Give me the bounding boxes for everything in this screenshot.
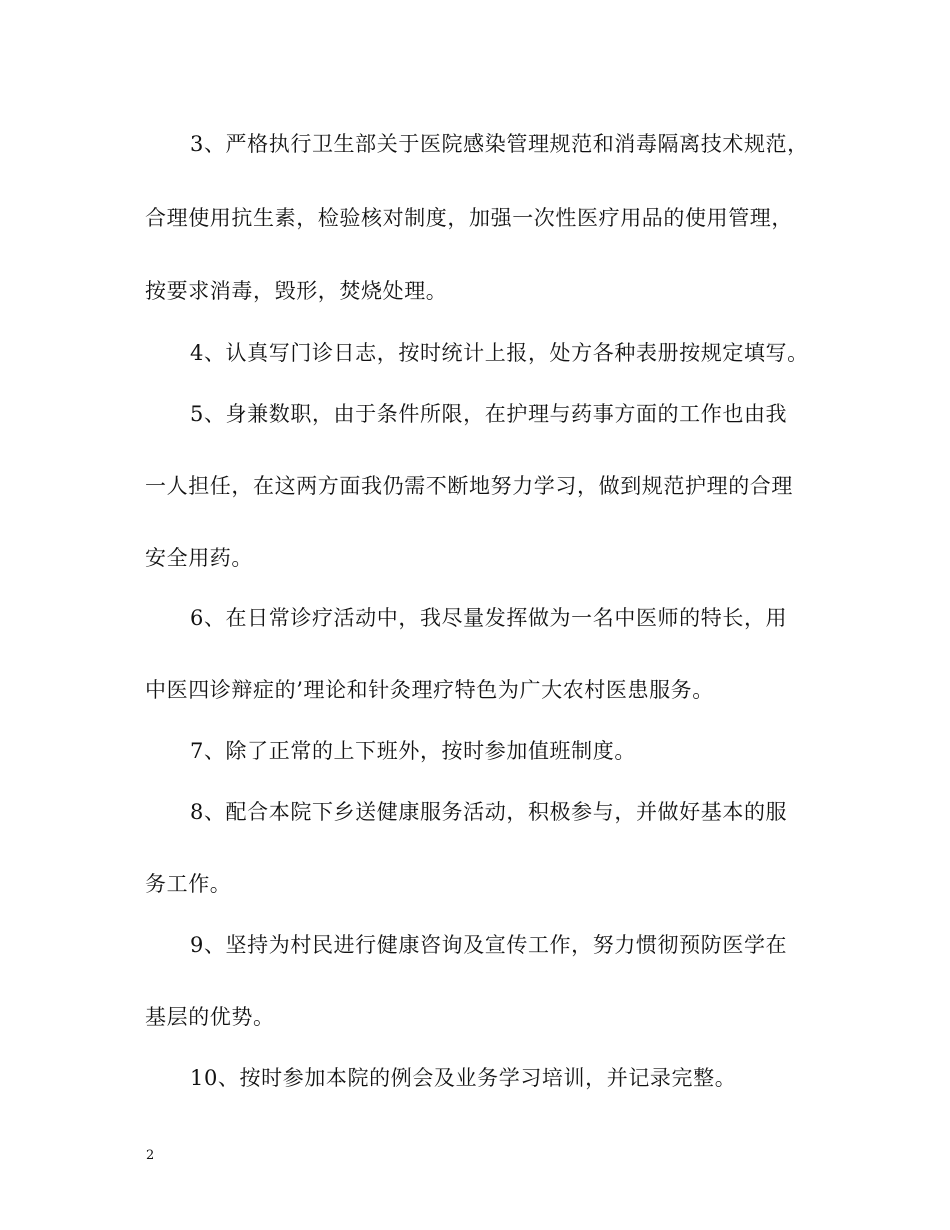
paragraph-8-line-1: 8、配合本院下乡送健康服务活动，积极参与，并做好基本的服: [190, 800, 788, 824]
paragraph-6-line-1: 6、在日常诊疗活动中，我尽量发挥做为一名中医师的特长，用: [190, 606, 788, 630]
paragraph-7-line-1: 7、除了正常的上下班外，按时参加值班制度。: [190, 739, 636, 763]
paragraph-5-line-1: 5、身兼数职，由于条件所限，在护理与药事方面的工作也由我: [190, 402, 788, 426]
paragraph-3-line-3: 按要求消毒，毁形，焚烧处理。: [145, 279, 448, 303]
paragraph-3-line-1: 3、严格执行卫生部关于医院感染管理规范和消毒隔离技术规范，: [190, 132, 809, 156]
paragraph-4-line-1: 4、认真写门诊日志，按时统计上报，处方各种表册按规定填写。: [190, 341, 809, 365]
paragraph-5-line-3: 安全用药。: [145, 546, 253, 570]
paragraph-3-line-2: 合理使用抗生素，检验核对制度，加强一次性医疗用品的使用管理，: [145, 206, 793, 230]
paragraph-5-line-2: 一人担任，在这两方面我仍需不断地努力学习，做到规范护理的合理: [145, 474, 793, 498]
page-number: 2: [146, 1148, 155, 1163]
paragraph-10-line-1: 10、按时参加本院的例会及业务学习培训，并记录完整。: [190, 1066, 737, 1090]
paragraph-9-line-1: 9、坚持为村民进行健康咨询及宣传工作，努力惯彻预防医学在: [190, 933, 788, 957]
paragraph-8-line-2: 务工作。: [145, 872, 232, 896]
paragraph-9-line-2: 基层的优势。: [145, 1005, 275, 1029]
paragraph-6-line-2: 中医四诊辩症的’理论和针灸理疗特色为广大农村医患服务。: [145, 678, 714, 702]
